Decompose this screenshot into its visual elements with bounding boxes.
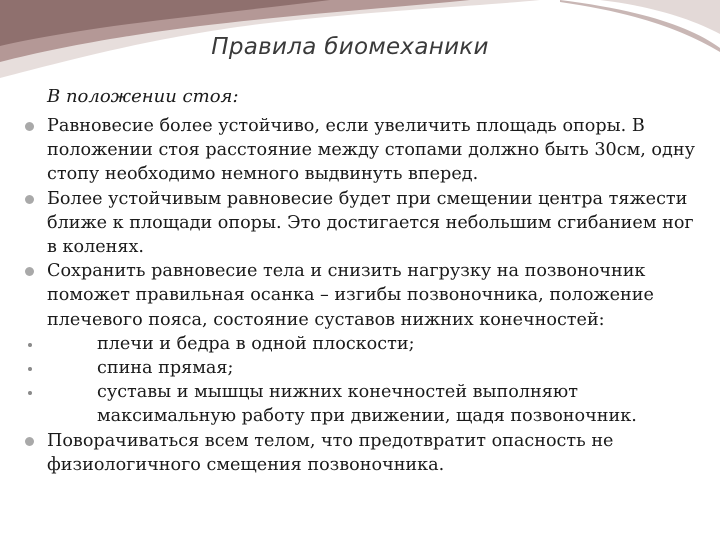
list-item-text: суставы и мышцы нижних конечностей выполняют максимальную работу при движении, щадя позвоночник. bbox=[97, 382, 637, 427]
subheading: В положении стоя: bbox=[47, 86, 239, 107]
bullet-dot-icon bbox=[25, 437, 34, 446]
list-item bbox=[0, 259, 720, 332]
bullet-list bbox=[0, 114, 720, 477]
list-item bbox=[0, 187, 720, 260]
bullet-dot-icon bbox=[25, 267, 34, 276]
list-item-text: Поворачиваться всем телом, что предотвратит опасность не физиологичного смещения позвоночника. bbox=[47, 430, 614, 475]
small-bullet-dot-icon bbox=[28, 343, 32, 347]
small-bullet-dot-icon bbox=[28, 367, 32, 371]
list-item bbox=[0, 380, 720, 428]
small-bullet-dot-icon bbox=[28, 391, 32, 395]
bullet-dot-icon bbox=[25, 195, 34, 204]
list-item-text: плечи и бедра в одной плоскости; bbox=[97, 333, 415, 354]
bullet-dot-icon bbox=[25, 122, 34, 131]
list-item-text: Сохранить равновесие тела и снизить нагрузку на позвоночник поможет правильная осанка – изгибы позвоночника, положение плечевого пояса, состояние суставов нижних конечностей: bbox=[47, 261, 654, 330]
slide-title: Правила биомеханики bbox=[211, 34, 489, 60]
list-item bbox=[0, 429, 720, 477]
list-item-text: спина прямая; bbox=[97, 358, 234, 379]
list-item-text: Равновесие более устойчиво, если увеличить площадь опоры. В положении стоя расстояние между стопами должно быть 30см, одну стопу необходимо немного выдвинуть вперед. bbox=[47, 116, 695, 185]
list-item bbox=[0, 332, 720, 356]
list-item-text: Более устойчивым равновесие будет при смещении центра тяжести ближе к площади опоры. Это достигается небольшим сгибанием ног в коленях. bbox=[47, 188, 694, 258]
list-item bbox=[0, 356, 720, 380]
list-item bbox=[0, 114, 720, 187]
